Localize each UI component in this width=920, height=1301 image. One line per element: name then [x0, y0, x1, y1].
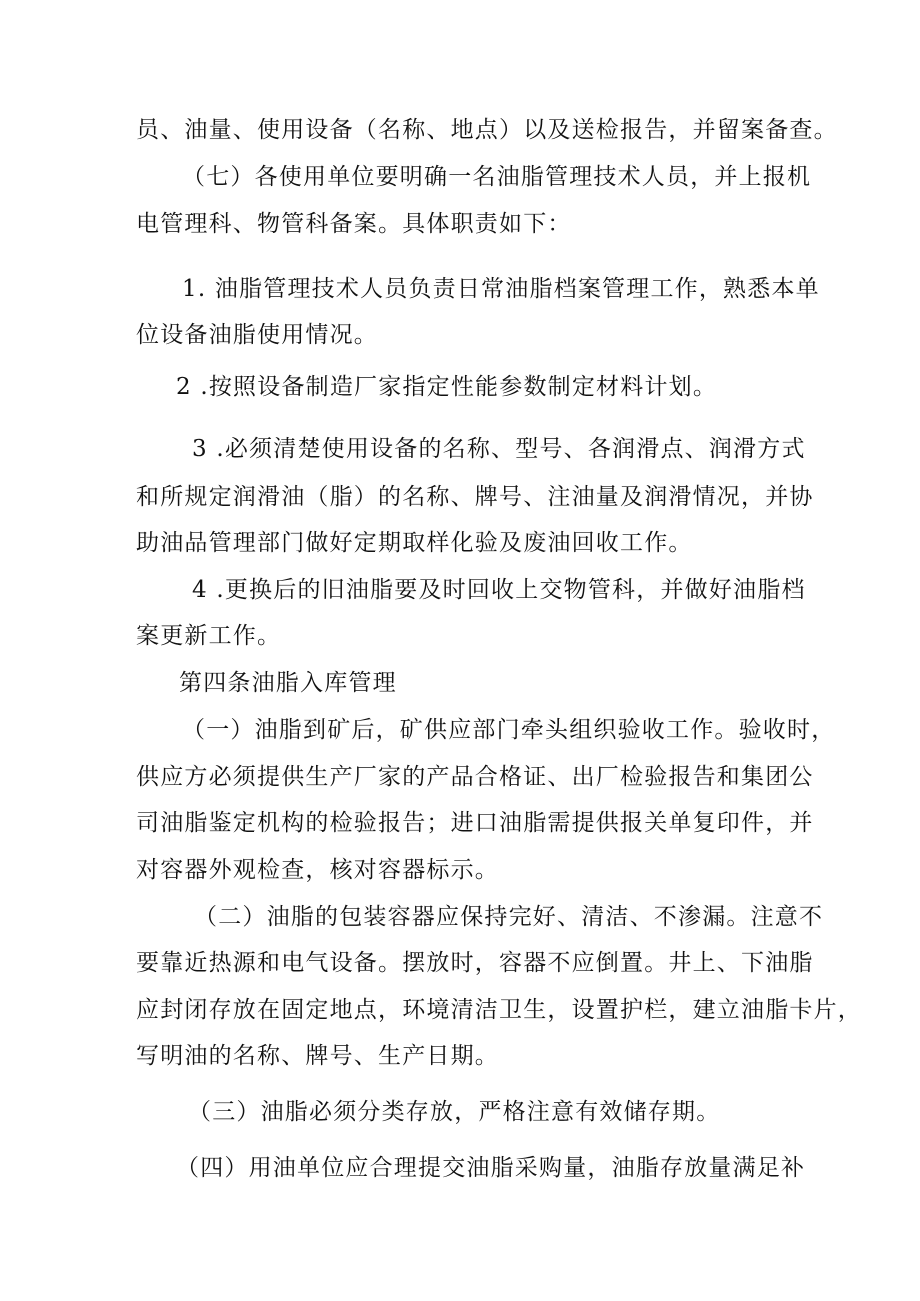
text-line: 和所规定润滑油（脂）的名称、牌号、注油量及润滑情况，并协: [136, 484, 814, 510]
text-line: 司油脂鉴定机构的检验报告；进口油脂需提供报关单复印件，并: [136, 810, 814, 836]
text-line: 3 .必须清楚使用设备的名称、型号、各润滑点、润滑方式: [192, 436, 806, 462]
text-line: （四）用油单位应合理提交油脂采购量，油脂存放量满足补: [176, 1155, 806, 1181]
text-line: 应封闭存放在固定地点，环境清洁卫生，设置护栏，建立油脂卡片，: [136, 997, 862, 1023]
text-line: 供应方必须提供生产厂家的产品合格证、出厂检验报告和集团公: [136, 764, 814, 790]
text-line: 对容器外观检查，核对容器标示。: [136, 857, 499, 883]
text-line: 要靠近热源和电气设备。摆放时，容器不应倒置。井上、下油脂: [136, 950, 814, 976]
text-line: 案更新工作。: [136, 623, 282, 649]
text-line: （二）油脂的包装容器应保持完好、清洁、不渗漏。注意不: [194, 904, 824, 930]
section-heading: 第四条油脂入库管理: [179, 670, 397, 696]
text-line: 1. 油脂管理技术人员负责日常油脂档案管理工作，熟悉本单: [182, 276, 820, 302]
text-line: 写明油的名称、牌号、生产日期。: [136, 1043, 499, 1069]
text-line: （三）油脂必须分类存放，严格注意有效储存期。: [188, 1099, 721, 1125]
text-line: （一）油脂到矿后，矿供应部门牵头组织验收工作。验收时，: [182, 717, 836, 743]
text-line: 2 .按照设备制造厂家指定性能参数制定材料计划。: [176, 374, 718, 400]
text-line: 员、油量、使用设备（名称、地点）以及送检报告，并留案备查。: [136, 117, 838, 143]
text-line: 助油品管理部门做好定期取样化验及废油回收工作。: [136, 530, 693, 556]
text-line: 4 .更换后的旧油脂要及时回收上交物管科，并做好油脂档: [192, 577, 806, 603]
text-line: 位设备油脂使用情况。: [136, 322, 378, 348]
text-line: 电管理科、物管科备案。具体职责如下：: [136, 211, 572, 237]
text-line: （七）各使用单位要明确一名油脂管理技术人员，并上报机: [182, 164, 812, 190]
